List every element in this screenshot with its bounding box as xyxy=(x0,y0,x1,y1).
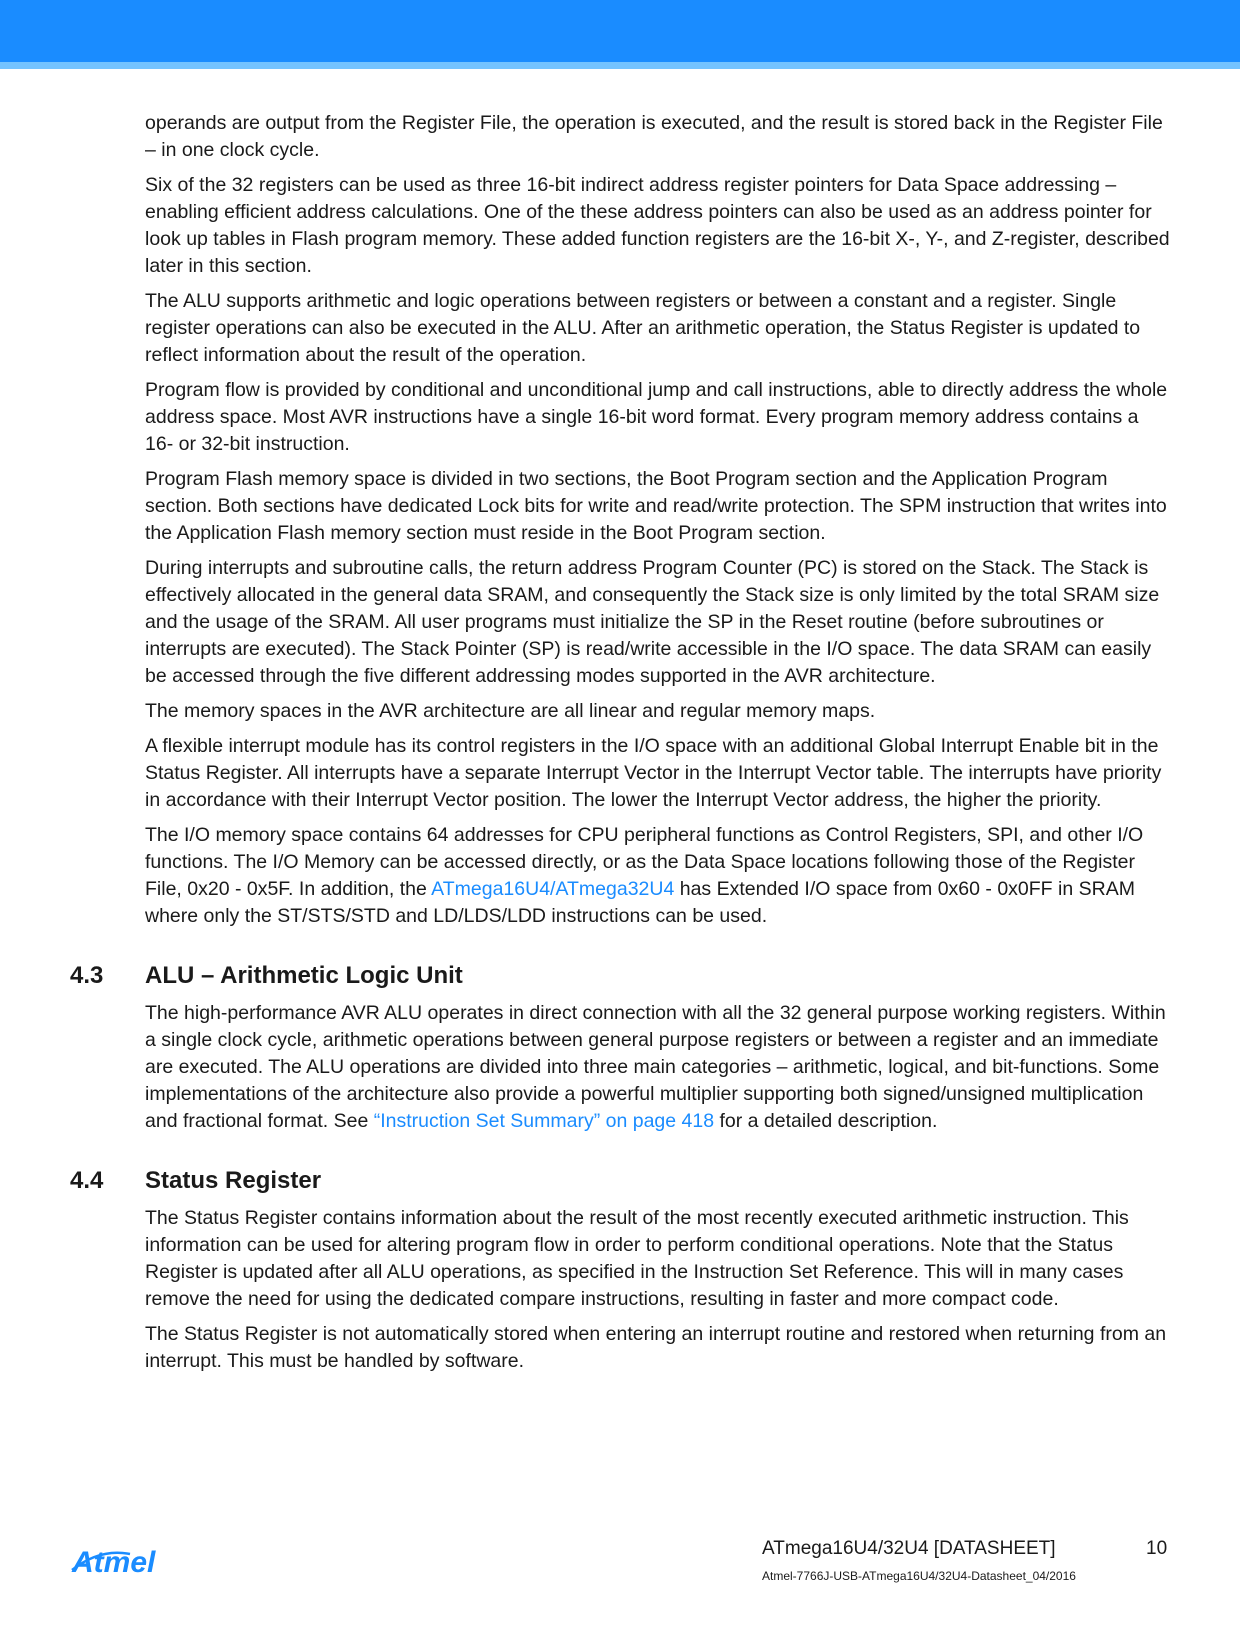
paragraph-register-file: operands are output from the Register File, the operation is executed, and the result is stored back in the Register File – in one clock cycle. xyxy=(145,112,1163,161)
section-heading-alu xyxy=(70,960,1170,992)
paragraph-io-memory xyxy=(145,822,1170,930)
paragraph-memory-spaces: The memory spaces in the AVR architecture are all linear and regular memory maps. xyxy=(145,700,876,722)
footer-page-number: 10 xyxy=(1146,1538,1168,1559)
device-link[interactable]: ATmega16U4/ATmega32U4 xyxy=(431,878,675,900)
paragraph-status-not-stored: The Status Register is not automatically stored when entering an interrupt routine and restored when returning from an interrupt. This must be handled by software. xyxy=(145,1323,1167,1372)
header-banner xyxy=(0,0,1240,62)
paragraph-address-pointers: Six of the 32 registers can be used as three 16-bit indirect address register pointers for Data Space addressing – enabling efficient address calculations. One of the these address pointers can also be used as an address pointer for look up tables in Flash program memory. These added function registers are the 16-bit X-, Y-, and Z-register, described later in this section. xyxy=(145,174,1170,277)
footer-doc-title: ATmega16U4/32U4 [DATASHEET] xyxy=(762,1538,1056,1559)
paragraph-stack: During interrupts and subroutine calls, the return address Program Counter (PC) is stored on the Stack. The Stack is effectively allocated in the general data SRAM, and consequently the Stack size is only limited by the total SRAM size and the usage of the SRAM. All user programs must initialize the SP in the Reset routine (before subroutines or interrupts are executed). The Stack Pointer (SP) is read/write accessible in the I/O space. The data SRAM can easily be accessed through the five different addressing modes supported in the AVR architecture. xyxy=(145,557,1160,687)
footer-doc-id: Atmel-7766J-USB-ATmega16U4/32U4-Datasheet_04/2016 xyxy=(762,1569,1076,1583)
paragraph-program-flow: Program flow is provided by conditional and unconditional jump and call instructions, able to directly address the whole address space. Most AVR instructions have a single 16-bit word format. Every program memory address contains a 16- or 32-bit instruction. xyxy=(145,379,1168,455)
section-number: 4.4 xyxy=(70,1167,104,1194)
page-content xyxy=(70,110,1170,1383)
instruction-set-link[interactable]: “Instruction Set Summary” on page 418 xyxy=(373,1110,715,1132)
paragraph-interrupts: A flexible interrupt module has its control registers in the I/O space with an additional Global Interrupt Enable bit in the Status Register. All interrupts have a separate Interrupt Vector in the Interrupt Vector table. The interrupts have priority in accordance with their Interrupt Vector position. The lower the Interrupt Vector address, the higher the priority. xyxy=(145,735,1162,811)
io-text-before: The I/O memory space contains 64 addresses for CPU peripheral functions as Control Registers, SPI, and other I/O functions. The I/O Memory can be accessed directly, or as the Data Space locations following those of the Register File, 0x20 - 0x5F. In addition, the xyxy=(145,824,1144,900)
paragraph-flash-sections: Program Flash memory space is divided in two sections, the Boot Program section and the Application Program section. Both sections have dedicated Lock bits for write and read/write protection. The SPM instruction that writes into the Application Flash memory section must reside in the Boot Program section. xyxy=(145,468,1167,544)
header-banner-stripe xyxy=(0,62,1240,69)
paragraph-alu xyxy=(145,1000,1170,1135)
alu-text-after: for a detailed description. xyxy=(714,1110,938,1132)
paragraph-alu-support: The ALU supports arithmetic and logic operations between registers or between a constant and a register. Single register operations can also be executed in the ALU. After an arithmetic operation, the Status Register is updated to reflect information about the result of the operation. xyxy=(145,290,1141,366)
svg-text:Atmel: Atmel xyxy=(72,1546,156,1579)
paragraph-status-register: The Status Register contains information about the result of the most recently executed arithmetic instruction. This information can be used for altering program flow in order to perform conditional operations. Note that the Status Register is updated after all ALU operations, as specified in the Instruction Set Reference. This will in many cases remove the need for using the dedicated compare instructions, resulting in faster and more compact code. xyxy=(145,1207,1129,1310)
section-number: 4.3 xyxy=(70,962,104,989)
io-text-after: has Extended I/O space from 0x60 - 0x0FF in SRAM where only the ST/STS/STD and LD/LDS/LDD instructions can be used. xyxy=(145,878,1135,927)
section-heading-status xyxy=(70,1165,1170,1197)
section-title: ALU – Arithmetic Logic Unit xyxy=(145,962,463,989)
atmel-logo-icon xyxy=(70,1540,180,1580)
section-title: Status Register xyxy=(145,1167,322,1194)
alu-text-before: The high-performance AVR ALU operates in direct connection with all the 32 general purpose working registers. Within a single clock cycle, arithmetic operations between general purpose registers or between a register and an immediate are executed. The ALU operations are divided into three main categories – arithmetic, logical, and bit-functions. Some implementations of the architecture also provide a powerful multiplier supporting both signed/unsigned multiplication and fractional format. See xyxy=(145,1002,1166,1132)
